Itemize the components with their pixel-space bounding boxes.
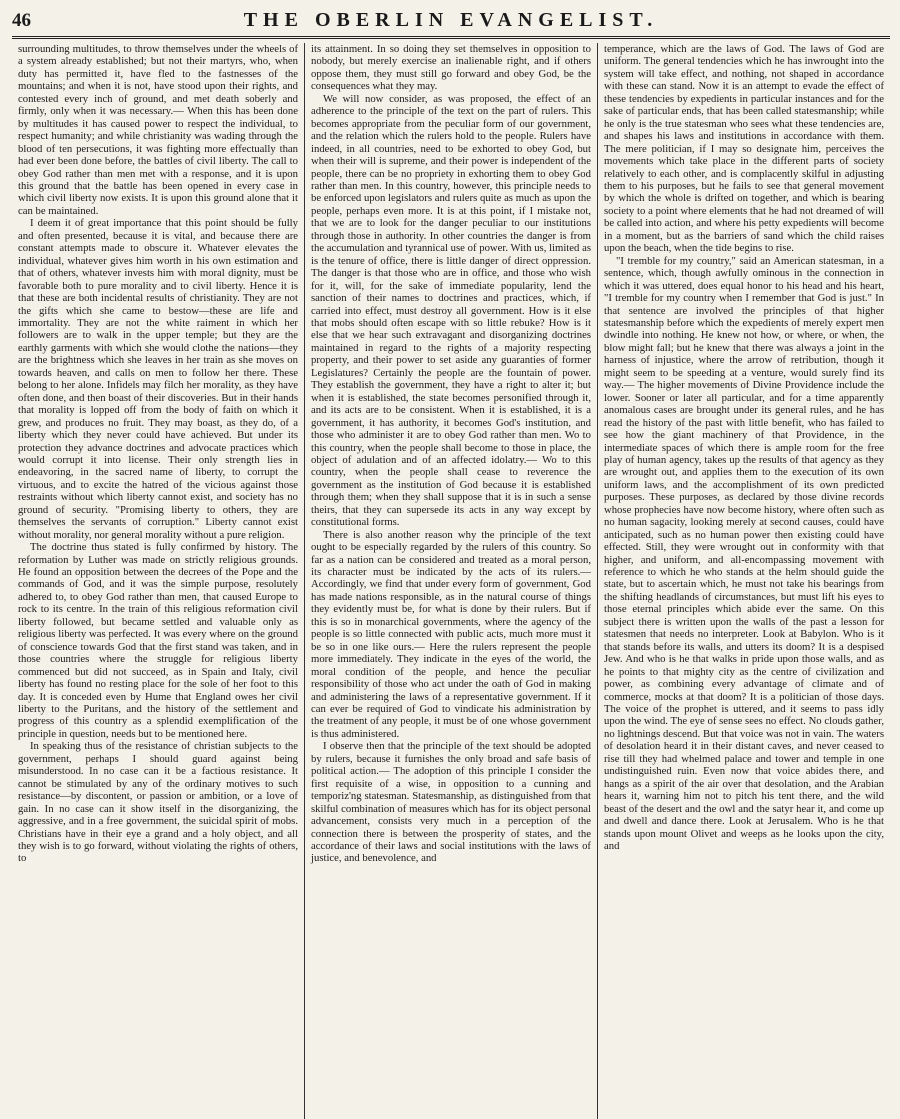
column-3	[597, 43, 890, 1119]
paragraph: I observe then that the principle of the text should be adopted by rulers, because it furnishes the only broad and safe basis of political action.— The adoption of this principle I consider the first requisite of a wise, in opposition to a cunning and temporiz'ng statesman. Statesmanship, as distinguished from that skilful combination of measures which has for its object personal advancement, consists very much in a perception of the connection there is between the prosperity of states, and the accordance of their laws and social institutions with the laws of justice, and benevolence, and	[311, 740, 591, 865]
paragraph: There is also another reason why the principle of the text ought to be especially regarded by the rulers of this country. So far as a nation can be considered and treated as a moral person, its character must be indicated by the acts of its rulers.— Accordingly, we find that under every form of government, God has made nations responsible, as in the natural course of things they evidently must be, for what is done by their rulers. But if this is so in monarchical governments, where the agency of the people is so little connected with public acts, much more must it be so in one like ours.— Here the rulers represent the people more immediately. They indicate in the eyes of the world, the moral condition of the people, and hence the peculiar responsibility of those who act under the oath of God in making and administering the laws of a representative government. If it can ever be required of God to vindicate his administration by the treatment of any people, it must be of one whose government is thus administered.	[311, 528, 591, 740]
paragraph: temperance, which are the laws of God. The laws of God are uniform. The general tendencies which he has inwrought into the system will take effect, and nothing, not shaped in accordance with these can stand. Now it is an attempt to evade the effect of these tendencies by expedients in particular instances and for the sake of particular ends, that has been called statesmanship; while he only is the true statesman who sees what these tendencies are, and shapes his laws and institutions in accordance with them. The mere politician, if I may so designate him, perceives the movements which take place in the different parts of society relatively to each other, and is complacently skilful in adjusting them to his purposes, but he fails to see that general movement by which the whole is drifted on together, and which is bearing society to a point where elements that he had not dreamed of will be called into action, and where his petty expedients will become in a moment, but as the barriers of sand which the child raises upon the beach, when the tide begins to rise.	[604, 43, 884, 255]
article-columns	[12, 43, 890, 1119]
paragraph: surrounding multitudes, to throw themselves under the wheels of a system already established; but not their martyrs, who, when duty has permitted it, have fled to the fastnesses of the mountains; and when it is not, have stood upon their rights, and contested every inch of ground, and met death soberly and firmly, only when it was necessary.— When this has been done by multitudes it has caused power to respect the individual, to respect humanity; and while christianity was wading through the blood of ten persecutions, it was fighting more effectually than had ever been done before, the battles of civil liberty. The call to obey God rather than men met with a response, and it is upon this ground that the battle has been opened in every case in which civil liberty now exists. It is upon this ground alone that it can be maintained.	[18, 43, 298, 217]
paragraph: "I tremble for my country," said an American statesman, in a sentence, which, though awfully ominous in the connection in which it was uttered, does equal honor to his head and his heart, "I tremble for my country when I remember that God is just." In that sentence are involved the principles of that higher statesmanship before which the expedients of merely expert men dwindle into nothing. He knew not how, or where, or when, the blow might fall; but he knew that there was always a joint in the harness of injustice, where the arrow of retribution, though it might seem to be speeding at a venture, would surely find its way.— The higher movements of Divine Providence include the lower. Sooner or later all particular, and for a time apparently anomalous cases are brought under its general rules, and he has read the history of the past with little benefit, who has failed to see how the giant machinery of that Providence, in the intermediate spaces of which there is ample room for the free play of human agency, takes up the results of that agency as they are wrought out, and applies them to the execution of its own uniform laws, and the accomplishment of its own predicted purposes. These purposes, as declared by those divine records whose prophecies have now become history, where often such as no human sagacity, looking merely at second causes, could have anticipated, such as no human power then existing could have effected. Still, they were wrought out in conformity with that higher, and uniform, and all-encompassing movement with reference to which he who stands at the helm should guide the state, but to ascertain which, he must not take his bearings from the shifting headlands of circumstances, but must lift his eyes to those eternal principles which abide ever the same. On this subject there is written upon the walls of the past a lesson for statesmen that needs no interpreter. Look at Babylon. Who is it that stands before its walls, and utters its doom? It is a despised Jew. And who is he that walks in pride upon those walls, and as he points to that mighty city as the centre of civilization and power, as combining every advantage of climate and of commerce, mocks at that doom? It is a politician of those days. The voice of the prophet is uttered, and it seems to pass idly upon the wind. The eye of sense sees no effect. No clouds gather, no lightnings descend. But that voice was not in vain. The waters of desolation heard it in their distant caves, and never ceased to rise till they had whelmed palace and tower and temple in one undistinguished ruin. Even now that voice abides there, and hangs as a spirit of the air over that desolation, and the Arabian hears it, warning him not to pitch his tent there, and the wild beast of the desert and the owl and the satyr hear it, and come up and dwell and dance there. Look at Jerusalem. Who is he that stands upon mount Olivet and weeps as he looks upon the city, and	[604, 254, 884, 852]
paragraph: The doctrine thus stated is fully confirmed by history. The reformation by Luther was made on strictly religious grounds. He found an opposition between the decrees of the Pope and the commands of God, and it was the simple purpose, resolutely adhered to, to obey God rather than men, that caused Europe to rock to its centre. In the train of this religious reformation civil liberty followed, but became settled and valuable only as religious liberty was perfected. It was every where on the ground of conscience towards God that the first stand was taken, and in those countries where the struggle for religious liberty commenced but did not succeed, as in Spain and Italy, civil liberty has found no resting place for the sole of her foot to this day. It is conceded even by Hume that England owes her civil liberty to the Puritans, and the history of the settlement and progress of this country as a splendid exemplification of the principle in question, needs but to be mentioned here.	[18, 541, 298, 740]
paragraph: We will now consider, as was proposed, the effect of an adherence to the principle of the text on the part of rulers. This becomes appropriate from the peculiar form of our government, and the relation which the rulers hold to the people. Rulers have indeed, in all countries, need to be exhorted to obey God, but when their will is supreme, and their power is independent of the people, there can be no propriety in exhorting them to obey God rather than men. In this country, however, this principle needs to be enforced upon legislators and rulers quite as much as upon the people, perhaps even more. It is at this point, if I mistake not, that we are to look for the danger peculiar to our institutions through those in authority. In other countries the danger is from the accumulation and tyrannical use of power. With us, limited as is the tenure of office, there is little danger of direct oppression. The danger is that those who are in office, and those who wish for it, will, for the sake of immediate popularity, lend the sanction of their names to doctrines and practices, which, if carried into effect, must destroy all government. How is it else that mobs should often escape with so little rebuke? How is it else that we hear such extravagant and disorganizing doctrines maintained in regard to the rights of a majority respecting property, and their power to set aside any guaranties of former Legislatures? Certainly the people are the fountain of power. They establish the government, they have a right to alter it; but when it is established, the state becomes personified through it, and its acts are to be consistent. When it is established, it is a government, it has authority, it becomes God's institution, and those who administer it are to obey God rather than men. Wo to this country, when the people shall become to those in place, the object of adulation and of an affected idolatry.— Wo to this country, when the people shall cease to reverence the government as the institution of God because it is established through them; when they shall suppose that it is in such a sense theirs, that they can supersede its acts in any way except by constitutional forms.	[311, 92, 591, 529]
masthead-title: THE OBERLIN EVANGELIST.	[243, 9, 659, 31]
paragraph: I deem it of great importance that this point should be fully and often presented, because it is vital, and because there are constant attempts made to obscure it. Whatever elevates the individual, whatever gives him worth in his own estimation and that of others, whatever invests him with moral dignity, must be favorable both to pure morality and to civil liberty. Hence it is that these are both incidental results of christianity. They are not the gifts which she came to bestow—these are life and immortality. They are not the white raiment in which her followers are to walk in the upper temple; but they are the earthly garments with which she would clothe the nations—they are the brightness which she leaves in her train as she moves on towards heaven, and calls on men to follow her there. These belong to her alone. Infidels may filch her morality, as they have often done, and then boast of their discoveries. But in their hands that morality is lopped off from the body of faith on which it grew, and produces no fruit. They may boast, as they do, of a liberty which they never could have achieved. But under its protection they advance doctrines and advocate practices which would corrupt it into license. Their only strength lies in endeavoring, in the sacred name of liberty, to corrupt the virtuous, and to excite the hatred of the vicious against those restraints without which liberty cannot exist, and society has no ground of security. "Promising liberty to others, they are themselves the servants of corruption." Liberty cannot exist without morality, nor general morality without a pure religion.	[18, 217, 298, 541]
paragraph: In speaking thus of the resistance of christian subjects to the government, perhaps I should guard against being misunderstood. In no case can it be a factious resistance. It cannot be stimulated by any of the ordinary motives to such resistance—by discontent, or passion or ambition, or a love of gain. In no case can it show itself in the disorganizing, the aggressive, and in a free government, the suicidal spirit of mobs. Christians have in their eye a grand and a holy object, and all they wish is to go forward, without violating the rights of others, to	[18, 740, 298, 865]
column-2	[304, 43, 597, 1119]
page-header	[12, 8, 890, 39]
page-number: 46	[12, 10, 31, 31]
column-1	[12, 43, 304, 1119]
paragraph: its attainment. In so doing they set themselves in opposition to nobody, but merely exercise an inalienable right, and if others oppose them, they must still go forward and obey God, be the consequences what they may.	[311, 43, 591, 93]
